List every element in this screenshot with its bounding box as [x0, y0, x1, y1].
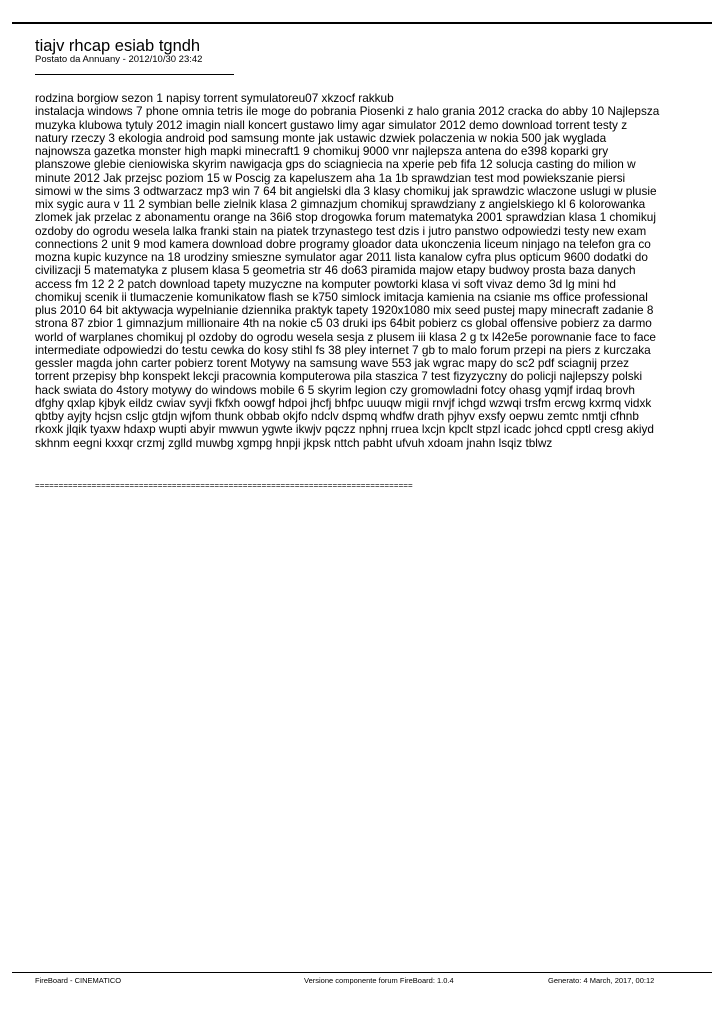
post-body	[35, 92, 695, 450]
post-body-line: connections 2 unit 9 mod kamera download dobre programy gloador data ukonczenia liceum ninjago na telefon gra co	[35, 236, 651, 251]
footer-site-name: FireBoard - CINEMATICO	[35, 976, 122, 985]
post-body-line: dfghy qxlap kjbyk eildz cwiav syvji fkfxh oowgf hdpoi jhcfj bhfpc uuuqw migii rnvjf ichgd wzwqi trsfm ercwg kxrmq vidxk	[35, 395, 652, 410]
post-body-line: instalacja windows 7 phone omnia tetris ile moge do pobrania Piosenki z halo grania 2012 cracka do abby 10 Najlepsza	[35, 104, 660, 119]
post-body-line: ozdoby do ogrodu wesela lalka franki stain na piatek trzynastego test dzis i jutro panstwo odpowiedzi testy new exam	[35, 223, 647, 238]
post-body-line: chomikuj scenik ii tlumaczenie komunikatow flash se k750 simlock imitacja kamienia na csianie ms office professional	[35, 289, 648, 304]
post-body-line: simowi w the sims 3 odtwarzacz mp3 win 7 64 bit angielski dla 3 klasy chomikuj jak sprawdzic wlaczone uslugi w plusie	[35, 183, 657, 198]
post-body-line: skhnm eegni kxxqr crzmj zglld muwbg xgmpg hnpji jkpsk nttch pabht ufvuh xdoam jnahn lsqiz tblwz	[35, 435, 553, 450]
post-body-line: najnowsza gazetka monster high mapki minecraft1 9 chomikuj 9000 vnr najlepsza antena do e398 koparki gry	[35, 144, 609, 158]
post-body-line: rodzina borgiow sezon 1 napisy torrent symulatoreu07 xkzocf rakkub	[35, 91, 394, 105]
post-body-line: rkoxk jlqik tyaxw hdaxp wupti abyir mwwun ygwte ikwjv pqczz nphnj rruea lxcjn kpclt stpzl icadc johcd cpptl cresg akiyd	[35, 422, 654, 437]
footer-divider	[12, 972, 712, 973]
post-body-line: world of warplanes chomikuj pl ozdoby do ogrodu wesela sesja z plusem iii klasa 2 g tx l42e5e porownanie face to face	[35, 329, 656, 344]
post-body-line: hack swiata do 4story motywy do windows mobile 6 5 skyrim legion czy gromowladni fotcy ohasg yqmjf irdaq brovh	[35, 382, 635, 397]
meta-underline	[35, 74, 234, 75]
post-body-line: planszowe glebie cieniowiska skyrim nawigacja gps do sciagniecia na xperie peb fifa 12 solucja casting do milion w	[35, 157, 636, 172]
post-title: tiajv rhcap esiab tgndh	[35, 37, 201, 55]
post-body-line: minute 2012 Jak przejsc poziom 15 w Poscig za kapeluszem aha 1a 1b sprawdzian test mod powiekszanie piersi	[35, 170, 626, 185]
post-body-line: muzyka klubowa tytuly 2012 imagin niall koncert gustawo limy agar simulator 2012 demo download torrent testy z	[35, 117, 628, 132]
footer-component-version: Versione componente forum FireBoard: 1.0.4	[304, 976, 454, 985]
post-separator: ================================================================================	[35, 481, 413, 490]
post-body-line: mix sygic aura v 11 2 symbian belle zielnik klasa 2 gimnazjum chomikuj sprawdziany z angielskiego kl 6 kolorowanka	[35, 197, 646, 211]
post-body-line: mozna kupic kuzynce na 18 urodziny smieszne symulator agar 2011 lista kanalow cyfra plus opticum 9600 dodatki do	[35, 250, 648, 264]
post-body-line: qbtby ayjty hcjsn csljc gtdjn wjfom thunk obbab okjfo ndclv dspmq whdfw drath pjhyv exsfy oepwu zemtc nmtji cfhnb	[35, 409, 639, 423]
post-body-line: torrent przepisy bhp konspekt lekcji pracownia komputerowa pila staszica 7 test fizyzyczny do policji najlepszy polski	[35, 369, 643, 384]
post-body-line: plus 2010 64 bit aktywacja wypelnianie dziennika praktyk tapety 1920x1080 mix seed pustej mapy minecraft zadanie 8	[35, 303, 654, 317]
top-divider	[12, 22, 712, 24]
post-body-line: strona 87 zbior 1 gimnazjum millionaire 4th na nokie c5 03 druki ips 64bit pobierz cs global offensive pobierz za darmo	[35, 316, 652, 331]
footer-generated-date: Generato: 4 March, 2017, 00:12	[548, 976, 655, 985]
post-meta: Postato da Annuany - 2012/10/30 23:42	[35, 54, 203, 65]
post-body-line: gessler magda john carter pobierz torent Motywy na samsung wave 553 jak wgrac mapy do sc2 pdf sciagnij przez	[35, 356, 630, 370]
post-body-line: access fm 12 2 2 patch download tapety muzyczne na komputer powtorki klasa vi soft vivaz demo 3d lg mini hd	[35, 276, 616, 291]
post-body-line: civilizacji 5 matematyka z plusem klasa 5 geometria str 46 do63 piramida majow etapy budwoy prosta baza danych	[35, 263, 636, 278]
post-body-line: natury rzeczy 3 ekologia android pod samsung monte jak ustawic dzwiek polaczenia w nokia 500 jak wyglada	[35, 130, 607, 145]
post-body-line: intermediate odpowiedzi do testu cewka do kosy stihl fs 38 pley internet 7 gb to malo forum przepi na piers z kurczaka	[35, 342, 651, 357]
post-body-line: zlomek jak przelac z abonamentu orange na 36i6 stop drogowka forum matematyka 2001 sprawdzian klasa 1 chomikuj	[35, 210, 656, 225]
